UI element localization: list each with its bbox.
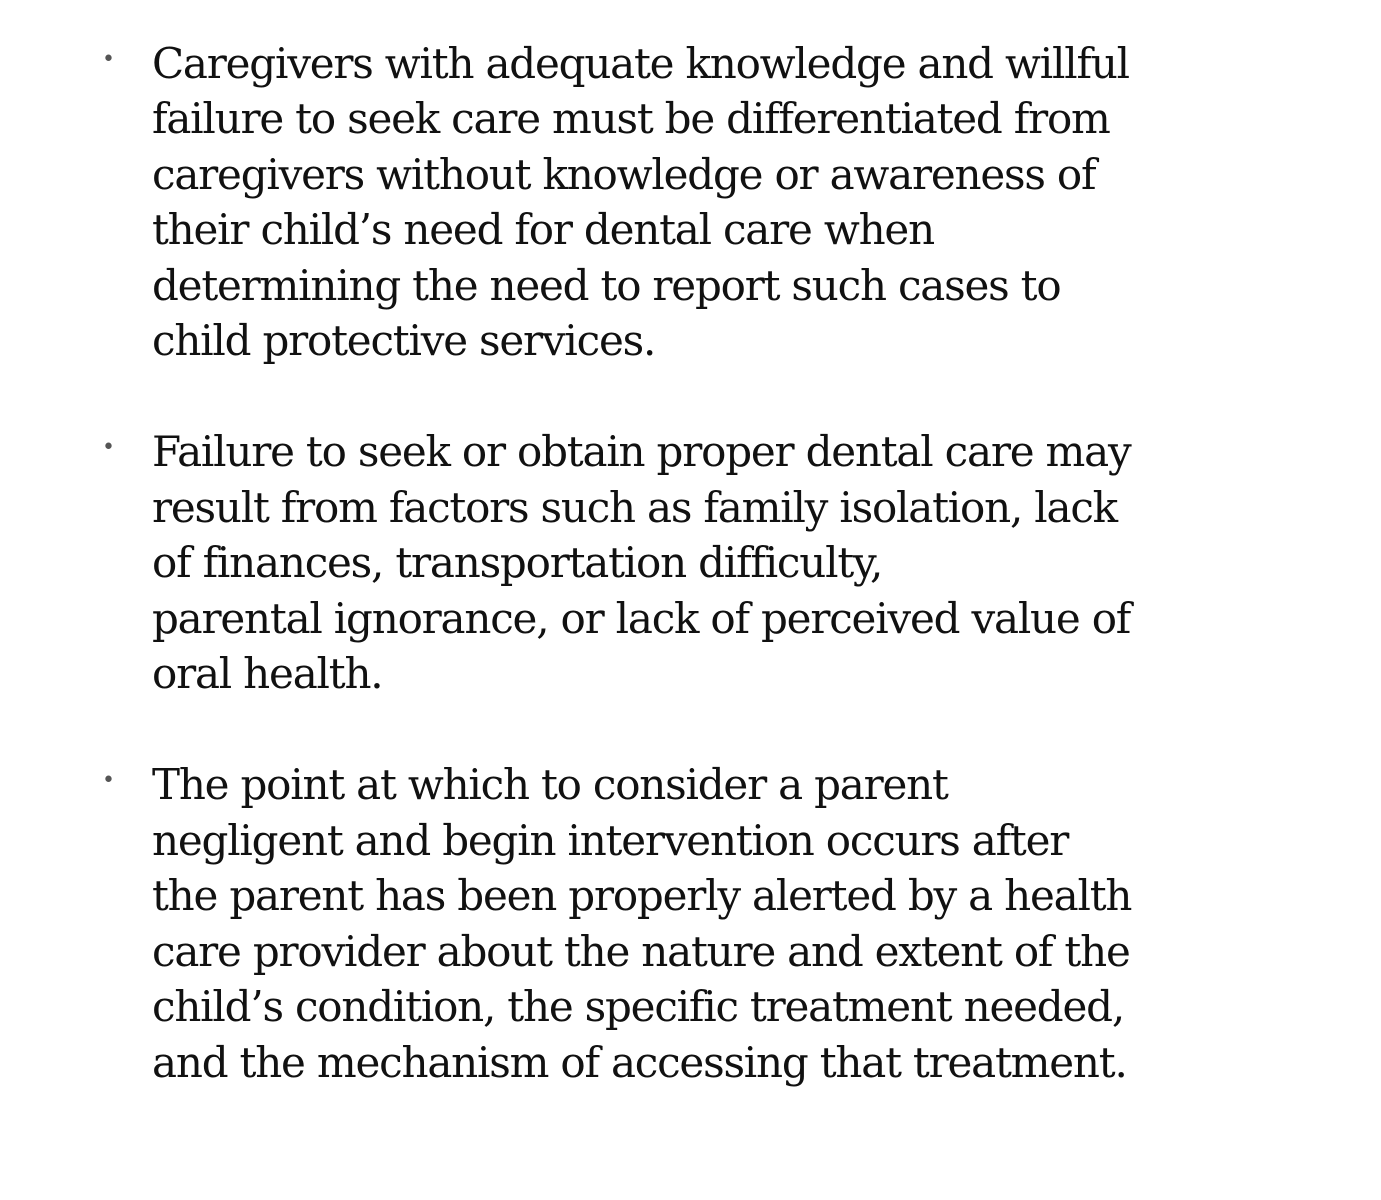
bullet-item <box>100 36 1280 368</box>
bullet-text-line: of finances, transportation difficulty, <box>152 538 883 588</box>
bullet-text-line: care provider about the nature and extent of the <box>152 926 1130 976</box>
bullet-list <box>100 36 1280 1146</box>
bullet-text-line: child protective services. <box>152 316 656 366</box>
bullet-text-line: oral health. <box>152 649 383 699</box>
bullet-text-line: negligent and begin intervention occurs after <box>152 815 1069 865</box>
bullet-item <box>100 424 1280 701</box>
bullet-text-line: result from factors such as family isolation, lack <box>152 482 1117 532</box>
bullet-text-line: the parent has been properly alerted by a health <box>152 871 1132 921</box>
bullet-text-line: determining the need to report such cases to <box>152 260 1061 310</box>
bullet-text-line: parental ignorance, or lack of perceived value of <box>152 593 1131 643</box>
bullet-text-line: The point at which to consider a parent <box>152 760 948 810</box>
bullet-text-line: and the mechanism of accessing that treatment. <box>152 1037 1127 1087</box>
bullet-icon: • <box>102 768 115 794</box>
bullet-text-line: caregivers without knowledge or awareness of <box>152 149 1096 199</box>
bullet-text-line: Failure to seek or obtain proper dental care may <box>152 427 1131 477</box>
bullet-text-line: child’s condition, the specific treatment needed, <box>152 982 1124 1032</box>
bullet-icon: • <box>102 435 115 461</box>
bullet-item <box>100 757 1280 1089</box>
bullet-icon: • <box>102 47 115 72</box>
bullet-text-line: failure to seek care must be differentiated from <box>152 94 1110 144</box>
bullet-text-line: their child’s need for dental care when <box>152 205 934 255</box>
bullet-text-line: Caregivers with adequate knowledge and willful <box>152 39 1129 88</box>
